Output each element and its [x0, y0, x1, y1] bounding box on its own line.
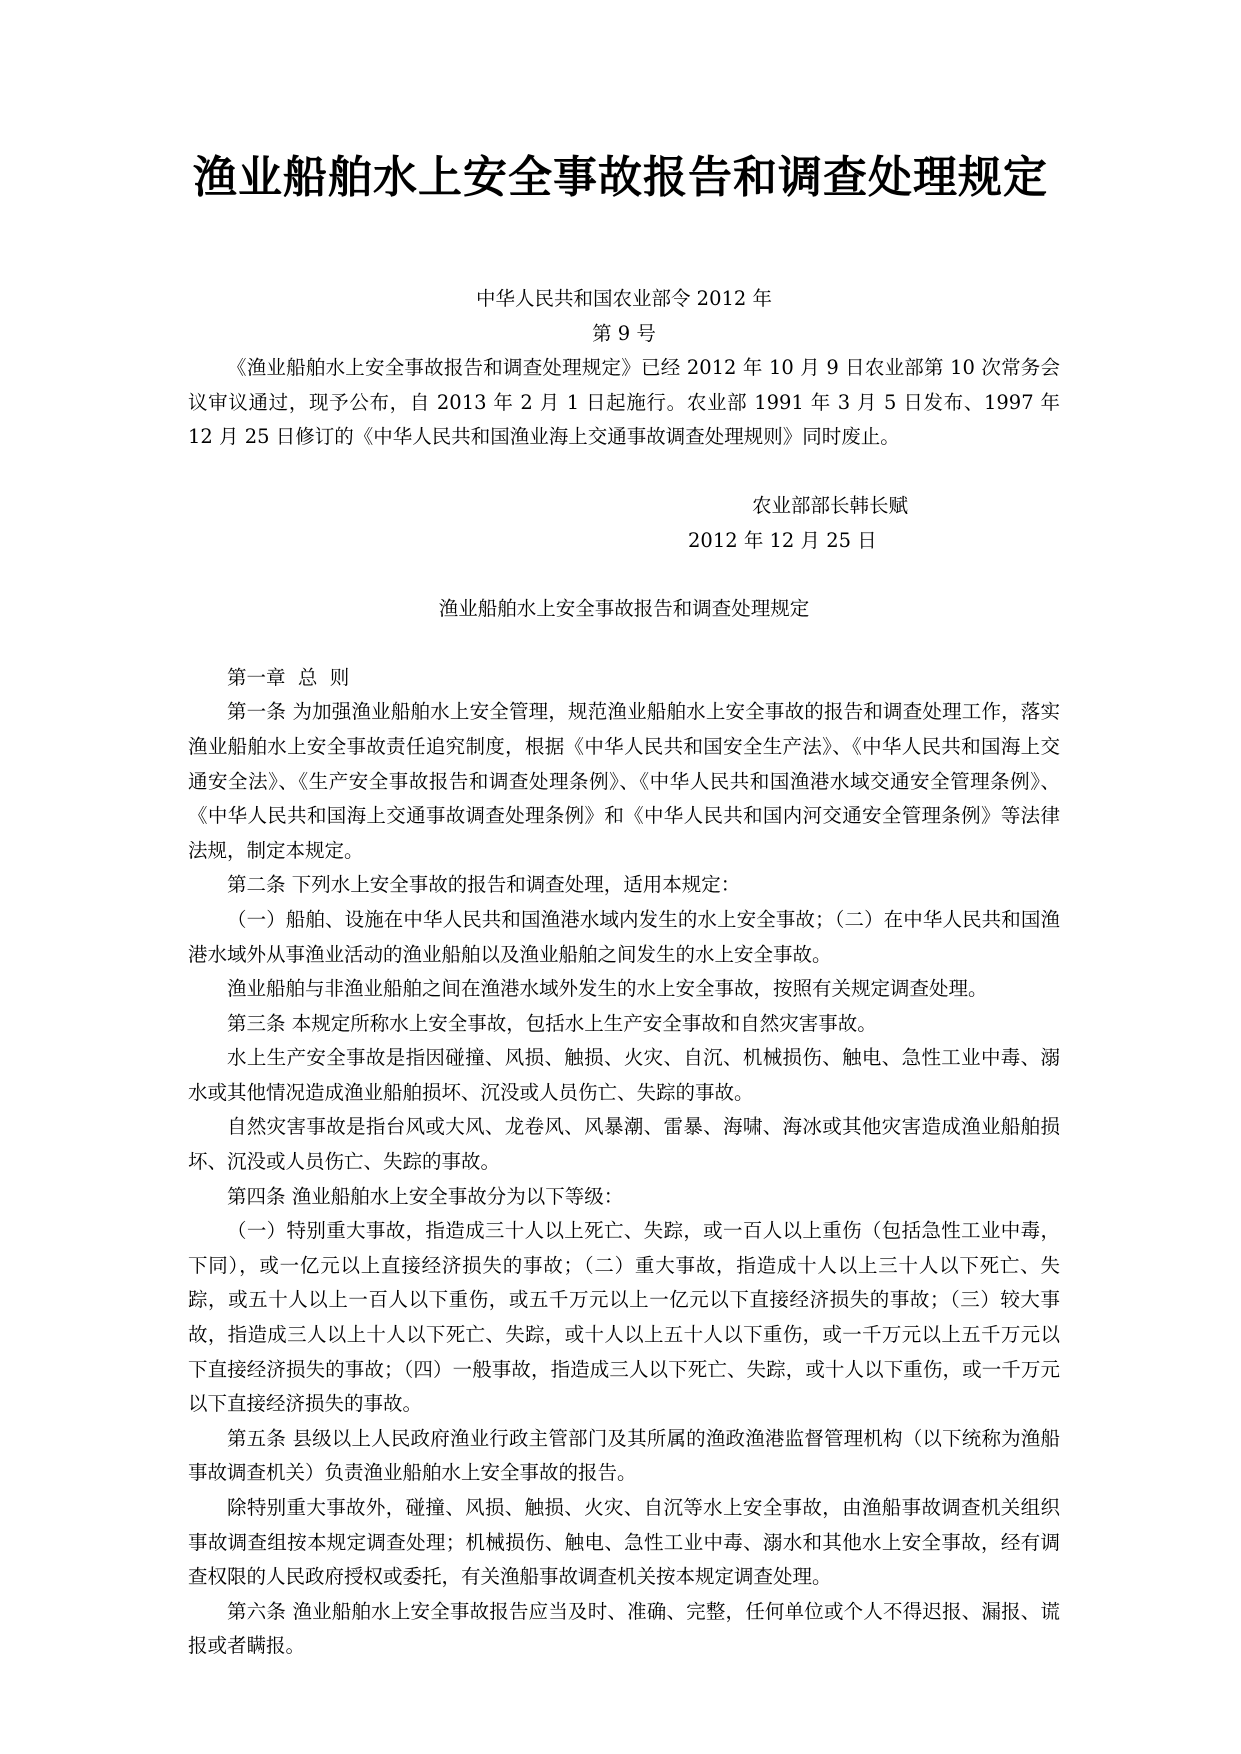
article-4-levels: （一）特别重大事故，指造成三十人以上死亡、失踪，或一百人以上重伤（包括急性工业中毒，下同），或一亿元以上直接经济损失的事故；（二）重大事故，指造成十人以上三十人以下死亡、失踪，或五十人以上一百人以下重伤，或五千万元以上一亿元以下直接经济损失的事故；（三）较大事故，指造成三人以上十人以下死亡、失踪，或十人以上五十人以下重伤，或一千万元以上五千万元以下直接经济损失的事故；（四）一般事故，指造成三人以下死亡、失踪，或十人以下重伤，或一千万元以下直接经济损失的事故。	[188, 1219, 1060, 1416]
preamble: 《渔业船舶水上安全事故报告和调查处理规定》已经 2012 年 10 月 9 日农业部第 10 次常务会议审议通过，现予公布，自 2013 年 2 月 1 日起施行。农业部 1991 年 3 月 5 日发布、1997 年 12 月 25 日修订的《中华人民共和国渔业海上交通事故调查处理规则》同时废止。	[188, 356, 1060, 449]
spacer	[188, 558, 1060, 592]
article-3: 第三条 本规定所称水上安全事故，包括水上生产安全事故和自然灾害事故。	[227, 1011, 877, 1035]
subtitle: 渔业船舶水上安全事故报告和调查处理规定	[438, 597, 810, 621]
article-2-items: （一）船舶、设施在中华人民共和国渔港水域内发生的水上安全事故；（二）在中华人民共和国渔港水域外从事渔业活动的渔业船舶以及渔业船舶之间发生的水上安全事故。	[188, 907, 1060, 966]
document-body	[188, 282, 1060, 1664]
article-4: 第四条 渔业船舶水上安全事故分为以下等级：	[227, 1184, 624, 1208]
signer: 农业部部长韩长赋	[752, 493, 909, 517]
article-3-production: 水上生产安全事故是指因碰撞、风损、触损、火灾、自沉、机械损伤、触电、急性工业中毒、溺水或其他情况造成渔业船舶损坏、沉没或人员伤亡、失踪的事故。	[188, 1046, 1060, 1104]
document-title: 渔业船舶水上安全事故报告和调查处理规定	[193, 152, 1048, 203]
article-2-note: 渔业船舶与非渔业船舶之间在渔港水域外发生的水上安全事故，按照有关规定调查处理。	[227, 977, 988, 1001]
article-5: 第五条 县级以上人民政府渔业行政主管部门及其所属的渔政渔港监督管理机构（以下统称为渔船事故调查机关）负责渔业船舶水上安全事故的报告。	[188, 1426, 1060, 1485]
chapter-heading: 第一章 总 则	[227, 665, 350, 689]
article-1: 第一条 为加强渔业船舶水上安全管理，规范渔业船舶水上安全事故的报告和调查处理工作，落实渔业船舶水上安全事故责任追究制度，根据《中华人民共和国安全生产法》、《中华人民共和国海上交通安全法》、《生产安全事故报告和调查处理条例》、《中华人民共和国渔港水域交通安全管理条例》、《中华人民共和国海上交通事故调查处理条例》和《中华人民共和国内河交通安全管理条例》等法律法规，制定本规定。	[188, 700, 1060, 862]
article-6: 第六条 渔业船舶水上安全事故报告应当及时、准确、完整，任何单位或个人不得迟报、漏报、谎报或者瞒报。	[188, 1599, 1060, 1658]
spacer	[188, 627, 1060, 661]
order-line-2: 第 9 号	[592, 321, 656, 345]
article-5-scope: 除特别重大事故外，碰撞、风损、触损、火灾、自沉等水上安全事故，由渔船事故调查机关组织事故调查组按本规定调查处理；机械损伤、触电、急性工业中毒、溺水和其他水上安全事故，经有调查权限的人民政府授权或委托，有关渔船事故调查机关按本规定调查处理。	[188, 1496, 1060, 1589]
article-2: 第二条 下列水上安全事故的报告和调查处理，适用本规定：	[227, 873, 741, 897]
sign-date: 2012 年 12 月 25 日	[688, 528, 877, 552]
article-3-natural: 自然灾害事故是指台风或大风、龙卷风、风暴潮、雷暴、海啸、海冰或其他灾害造成渔业船舶损坏、沉没或人员伤亡、失踪的事故。	[188, 1115, 1060, 1174]
spacer	[188, 455, 1060, 489]
order-line-1: 中华人民共和国农业部令 2012 年	[475, 287, 773, 310]
